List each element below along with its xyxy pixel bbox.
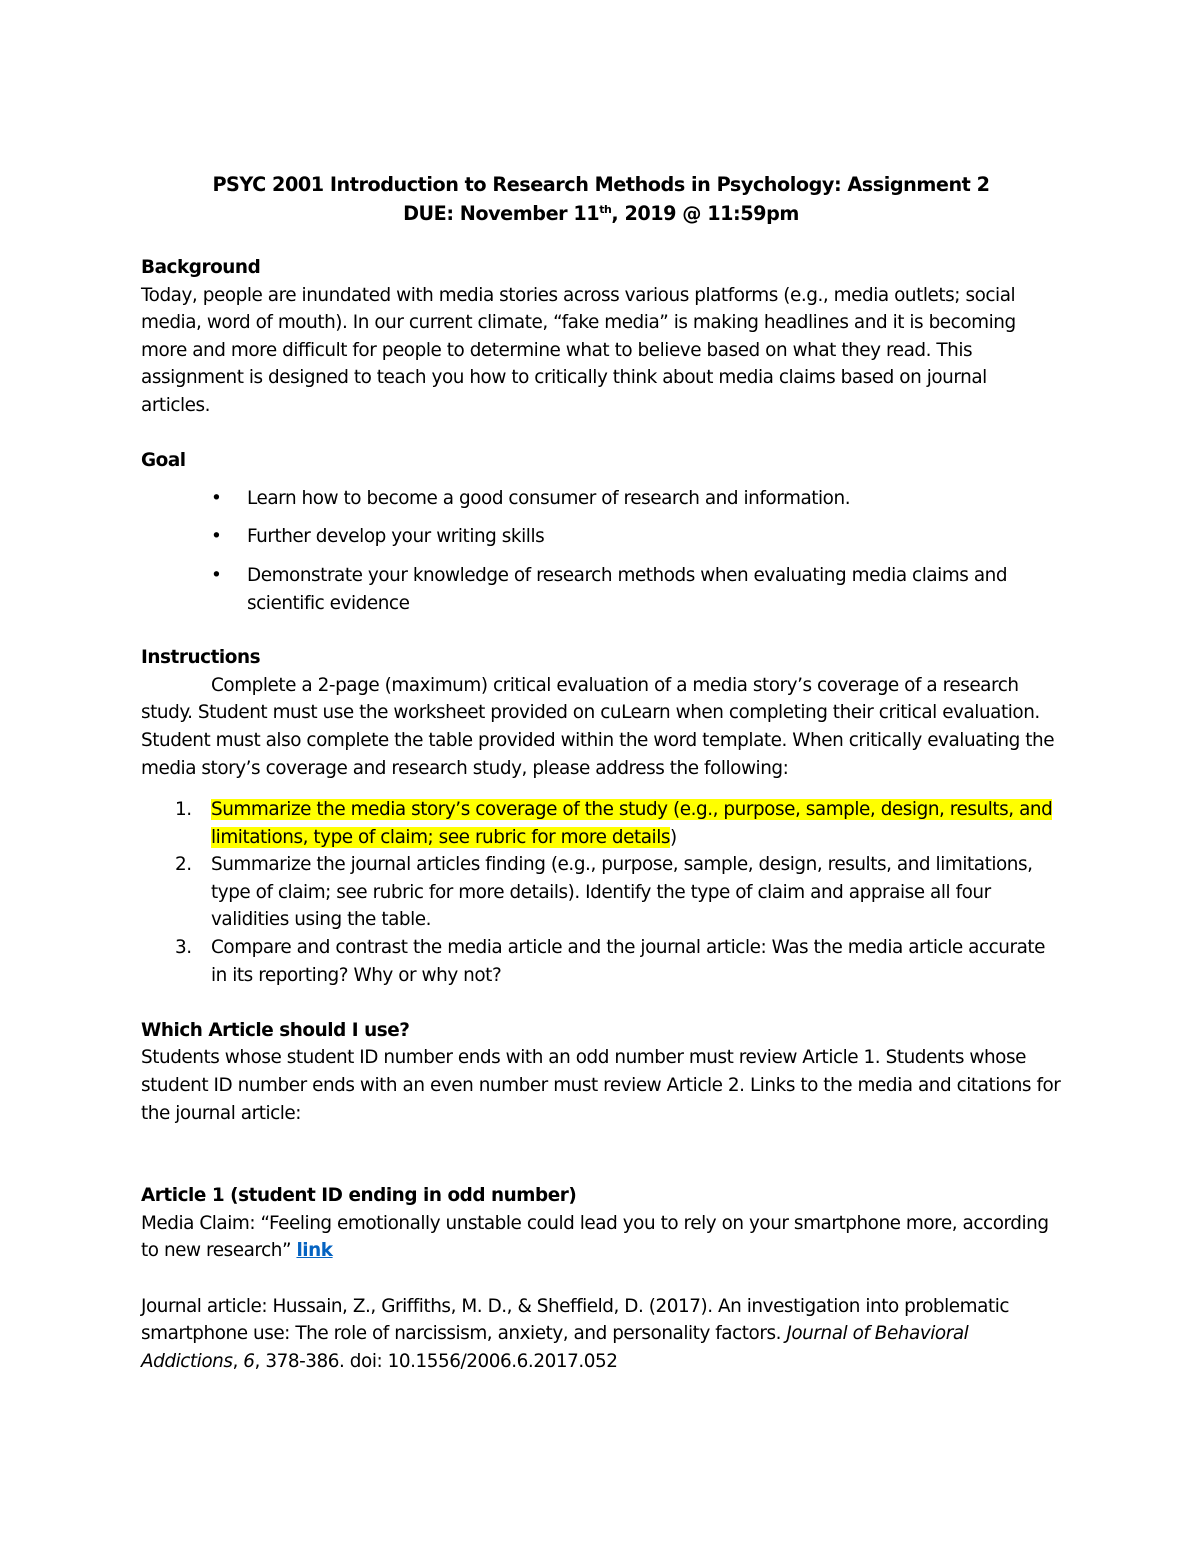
journal-citation [141, 1293, 1061, 1376]
which-article-heading: Which Article should I use? [141, 1019, 410, 1041]
list-item [141, 851, 1061, 934]
list-number: 3. [175, 937, 192, 959]
media-claim [141, 1210, 1061, 1265]
bullet-icon: • [211, 487, 222, 509]
article1-heading: Article 1 (student ID ending in odd number) [141, 1185, 577, 1207]
which-article-text: Students whose student ID number ends with an odd number must review Article 1. Students whose student ID number ends with an even number must review Article 2. Links to the media and citations for the journal article: [141, 1047, 1061, 1124]
list-number: 2. [175, 854, 192, 876]
due-prefix: DUE: November 11 [403, 202, 600, 225]
journal-volume: 6 [243, 1350, 255, 1372]
instructions-list [141, 796, 1061, 989]
media-link[interactable]: link [296, 1240, 333, 1262]
which-article-section [141, 1017, 1061, 1127]
journal-name: Journal of Behavioral Addictions [141, 1323, 969, 1372]
due-date [141, 199, 1061, 228]
background-heading: Background [141, 257, 261, 278]
title-line: PSYC 2001 Introduction to Research Methods in Psychology: Assignment 2 [212, 173, 990, 196]
instructions-section [141, 644, 1061, 989]
background-section [141, 254, 1061, 420]
instructions-heading: Instructions [141, 647, 261, 669]
list-item [141, 485, 1061, 513]
list-item [141, 562, 1061, 617]
goal-section [141, 447, 1061, 617]
background-text: Today, people are inundated with media stories across various platforms (e.g., media outlets; social media, word of mouth). In our current climate, “fake media” is making headlines and it is becoming more and more difficult for people to determine what to believe based on what they read. This assignment is designed to teach you how to critically think about media claims based on journal articles. [141, 284, 1016, 416]
due-suffix: , 2019 @ 11:59pm [611, 202, 799, 225]
item-text: Compare and contrast the media article and the journal article: Was the media article accurate in its reporting? Why or why not? [211, 937, 1046, 986]
article1-section [141, 1182, 1061, 1375]
item-text: Summarize the journal articles finding (e.g., purpose, sample, design, results, and limitations, type of claim; see rubric for more details). Identify the type of claim and appraise all four validities using the table. [211, 854, 1033, 931]
highlighted-text: Summarize the media story’s coverage of the study (e.g., purpose, sample, design, results, and limitations, type of claim; see rubric for more details [211, 799, 1053, 848]
citation-separator: , [232, 1350, 244, 1372]
goal-item-text: Learn how to become a good consumer of research and information. [247, 487, 851, 509]
document-title [141, 170, 1061, 228]
list-number: 1. [175, 799, 192, 821]
citation-text: Journal article: Hussain, Z., Griffiths, M. D., & Sheffield, D. (2017). An investigation into problematic smartphone use: The role of narcissism, anxiety, and personality factors. [141, 1295, 1010, 1345]
list-item [141, 796, 1061, 851]
media-claim-text: Media Claim: “Feeling emotionally unstable could lead you to rely on your smartphone more, according to new research” [141, 1212, 1049, 1262]
list-item [141, 934, 1061, 989]
citation-suffix: , 378-386. doi: 10.1556/2006.6.2017.052 [254, 1350, 618, 1372]
due-superscript: th [599, 203, 612, 216]
list-item [141, 523, 1061, 551]
goal-heading: Goal [141, 450, 186, 472]
bullet-icon: • [211, 564, 222, 586]
bullet-icon: • [211, 526, 222, 548]
goal-item-text: Demonstrate your knowledge of research methods when evaluating media claims and scientific evidence [247, 564, 1008, 614]
instructions-text: Complete a 2-page (maximum) critical evaluation of a media story’s coverage of a research study. Student must use the worksheet provided on cuLearn when completing their critical evaluation. Student must also complete the table provided within the word template. When critically evaluating the media story’s coverage and research study, please address the following: [141, 674, 1055, 779]
goal-list [141, 485, 1061, 617]
document-page [141, 170, 1061, 1375]
goal-item-text: Further develop your writing skills [247, 526, 545, 548]
item-text: ) [670, 826, 677, 848]
